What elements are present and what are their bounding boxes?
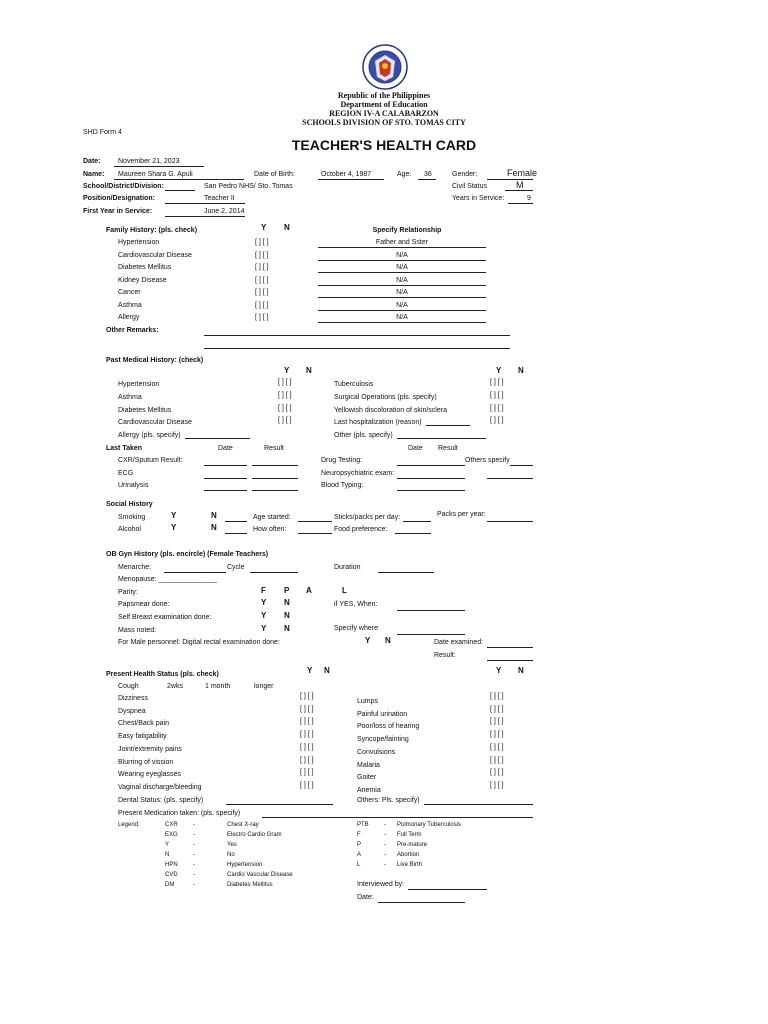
past-checkbox-pair[interactable]: [ ] [ ] — [490, 391, 504, 399]
present-n-header-right: N — [518, 666, 524, 675]
others-specify-present-label: Others: Pls. specify) — [357, 797, 420, 804]
legend-dash: - — [193, 832, 195, 838]
parity-p: P — [284, 586, 290, 595]
present-health-item: Anemia — [357, 786, 381, 794]
first-year-value[interactable]: June 2, 2014 — [204, 208, 245, 215]
legend-value: Abortion — [397, 852, 420, 858]
present-y-header-right: Y — [496, 666, 502, 675]
last-taken-date-header-2: Date — [408, 445, 423, 452]
legend-value: Hypertension — [227, 862, 263, 868]
legend-dash: - — [384, 832, 386, 838]
present-health-item: Syncope/fainting — [357, 736, 409, 744]
present-checkbox-pair[interactable]: [ ] [ ] — [300, 718, 314, 726]
smoking-y[interactable]: Y — [171, 511, 177, 520]
past-history-item: Allergy (pls. specify) — [118, 432, 181, 440]
obgyn-heading: OB Gyn History (pls. encircle) (Female Teachers) — [106, 551, 269, 558]
last-taken-item: Drug Testing: — [321, 457, 363, 464]
last-taken-date-header: Date — [218, 445, 233, 452]
present-health-item: Vaginal discharge/bleeding — [118, 783, 202, 791]
position-label: Position/Designation: — [83, 195, 155, 202]
last-taken-result-header: Result — [264, 445, 284, 452]
legend-value: Pulmonary Tuberculosis — [397, 822, 462, 828]
header-region: REGION IV-A CALABARZON — [329, 109, 439, 118]
legend-key: A — [357, 852, 362, 858]
present-checkbox-pair[interactable]: [ ] [ ] — [300, 756, 314, 764]
legend-value: Diabetes Mellitus — [227, 882, 273, 888]
packs-year-label: Packs per year: — [437, 511, 486, 518]
interviewed-by-label: Interviewed by: — [357, 881, 405, 888]
civil-status-label: Civil Status — [452, 183, 488, 190]
family-checkbox-pair[interactable]: [ ] [ ] — [255, 251, 269, 259]
legend-key: Y — [165, 842, 170, 848]
legend-value: Yes — [227, 842, 237, 848]
past-n-header-right: N — [518, 366, 524, 375]
present-health-item: Dyspnea — [118, 707, 146, 715]
present-health-item: Painful urination — [357, 710, 408, 718]
date-label: Date: — [83, 158, 101, 165]
form-number: SHD Form 4 — [83, 129, 122, 136]
legend-dash: - — [384, 852, 386, 858]
duration-label: Duration — [334, 564, 361, 571]
remarks-line-2[interactable] — [204, 348, 510, 349]
present-checkbox-pair[interactable]: [ ] [ ] — [300, 731, 314, 739]
breast-exam-y[interactable]: Y — [261, 611, 267, 620]
present-checkbox-pair[interactable]: [ ] [ ] — [490, 718, 504, 726]
last-taken-item: Blood Typing: — [321, 482, 364, 489]
header-department: Department of Education — [340, 100, 428, 109]
present-health-item: Wearing eyeglasses — [118, 771, 181, 779]
past-checkbox-pair[interactable]: [ ] [ ] — [490, 417, 504, 425]
legend-dash: - — [193, 842, 195, 848]
menarche-label: Menarche: — [118, 564, 152, 571]
present-checkbox-pair[interactable]: [ ] [ ] — [490, 731, 504, 739]
family-y-header: Y — [261, 223, 267, 232]
alcohol-label: Alcohol — [118, 526, 141, 533]
date-value[interactable]: November 21, 2023 — [118, 158, 180, 165]
papsmear-label: Papsmear done: — [118, 601, 170, 608]
family-relationship-value[interactable]: N/A — [396, 276, 408, 284]
family-checkbox-pair[interactable]: [ ] [ ] — [255, 264, 269, 271]
past-checkbox-pair[interactable]: [ ] [ ] — [278, 417, 292, 425]
family-checkbox-pair[interactable]: [ ] [ ] — [255, 276, 269, 284]
alcohol-y[interactable]: Y — [171, 523, 177, 532]
legend-dash: - — [193, 872, 195, 878]
header-republic: Republic of the Philippines — [337, 91, 431, 100]
past-y-header-right: Y — [496, 366, 502, 375]
family-relationship-value[interactable]: N/A — [396, 264, 408, 271]
present-health-item: Joint/extremity pains — [118, 745, 182, 753]
legend-value: Full Term — [397, 832, 422, 838]
mass-noted-label: Mass noted: — [118, 627, 157, 634]
family-relationship-value[interactable]: N/A — [396, 289, 408, 296]
present-checkbox-pair[interactable]: [ ] [ ] — [490, 756, 504, 764]
date-examined-label: Date examined: — [434, 639, 484, 646]
present-health-item: Chest/Back pain — [118, 720, 169, 728]
school-value[interactable]: San Pedro NHS/ Sto. Tomas — [204, 183, 293, 190]
legend-value: Live Birth — [397, 862, 423, 868]
last-taken-label: Last Taken — [106, 445, 143, 452]
legend-dash: - — [193, 822, 195, 828]
present-checkbox-pair[interactable]: [ ] [ ] — [490, 743, 504, 751]
present-checkbox-pair[interactable]: [ ] [ ] — [300, 705, 314, 713]
legend-value: Electro Cardio Gram — [227, 832, 282, 838]
page-title: TEACHER'S HEALTH CARD — [291, 137, 477, 153]
past-y-header-left: Y — [284, 366, 290, 375]
years-value[interactable]: 9 — [527, 195, 531, 202]
past-history-item: Asthma — [118, 393, 142, 401]
family-checkbox-pair[interactable]: [ ] [ ] — [255, 289, 269, 296]
family-history-item: Cardiovascular Disease — [118, 251, 192, 259]
parity-f: F — [261, 586, 266, 595]
legend-key: L — [357, 862, 361, 868]
male-exam-label: For Male personnel: Digital rectal examination done: — [118, 639, 280, 646]
past-history-item: Cardiovascular Disease — [118, 419, 192, 427]
menopause-label: Menopause: _______________ — [118, 576, 217, 583]
present-y-header-left: Y — [307, 666, 313, 675]
present-checkbox-pair[interactable]: [ ] [ ] — [300, 781, 314, 789]
family-history-item: Allergy — [118, 314, 140, 321]
breast-exam-label: Self Breast examination done: — [118, 614, 212, 621]
others-specify-label: Others specify — [465, 457, 510, 464]
deped-seal-logo — [355, 44, 415, 90]
family-checkbox-pair[interactable]: [ ] [ ] — [255, 239, 269, 246]
present-health-item: Easy fatigability — [118, 733, 167, 741]
papsmear-n[interactable]: N — [284, 598, 290, 607]
remarks-line-1[interactable] — [204, 335, 510, 336]
present-health-item: Malaria — [357, 761, 380, 769]
dob-value[interactable]: October 4, 1987 — [321, 171, 372, 178]
cough-longer[interactable]: longer — [254, 683, 274, 690]
past-n-header-left: N — [306, 366, 312, 375]
legend-label: Legend: — [118, 822, 140, 828]
position-value[interactable]: Teacher II — [204, 195, 235, 202]
past-history-item: Other (pls. specify) — [334, 432, 393, 440]
age-label: Age: — [397, 171, 412, 178]
legend-value: Cardio Vascular Disease — [227, 872, 293, 878]
food-pref-label: Food preference: — [334, 526, 388, 533]
mass-noted-n[interactable]: N — [284, 624, 290, 633]
present-checkbox-pair[interactable]: [ ] [ ] — [490, 705, 504, 713]
legend-key: N — [165, 852, 170, 858]
present-health-item: Lumps — [357, 698, 379, 705]
gender-label: Gender: — [452, 171, 478, 178]
parity-l: L — [342, 586, 347, 595]
legend-key: HPN — [165, 862, 178, 868]
family-history-item: Kidney Disease — [118, 276, 167, 284]
family-relationship-value[interactable]: N/A — [396, 314, 408, 321]
cough-1month[interactable]: 1 month — [205, 683, 231, 690]
mass-noted-y[interactable]: Y — [261, 624, 267, 633]
family-history-heading: Family History: (pls. check) — [106, 227, 198, 234]
parity-a: A — [306, 586, 312, 595]
present-checkbox-pair[interactable]: [ ] [ ] — [490, 769, 504, 777]
last-taken-result-header-2: Result — [438, 445, 458, 452]
present-health-item: Dizziness — [118, 695, 148, 702]
smoking-label: Smoking — [118, 514, 146, 521]
past-history-item: Diabetes Mellitus — [118, 406, 172, 414]
dob-label: Date of Birth: — [254, 171, 295, 178]
last-taken-item: CXR/Sputum Result: — [118, 457, 183, 464]
parity-label: Parity: — [118, 589, 138, 596]
last-taken-item: Neuropsychiatric exam: — [321, 469, 395, 477]
age-started-label: Age started: — [253, 514, 291, 521]
past-checkbox-pair[interactable]: [ ] [ ] — [278, 379, 292, 386]
past-checkbox-pair[interactable]: [ ] [ ] — [278, 391, 292, 399]
legend-key: F — [357, 832, 361, 838]
present-health-item: Poor/loss of hearing — [357, 723, 420, 731]
family-history-item: Diabetes Mellitus — [118, 264, 172, 271]
family-checkbox-pair[interactable]: [ ] [ ] — [255, 301, 269, 309]
past-history-item: Yellowish discoloration of skin/sclera — [334, 406, 447, 414]
past-checkbox-pair[interactable]: [ ] [ ] — [490, 404, 504, 412]
result-label: Result: — [434, 652, 456, 659]
family-history-item: Asthma — [118, 301, 142, 309]
past-history-heading: Past Medical History: (check) — [106, 357, 204, 364]
family-relationship-value[interactable]: N/A — [396, 301, 408, 309]
family-history-item: Cancer — [118, 289, 141, 296]
years-label: Years in Service: — [452, 195, 505, 202]
present-checkbox-pair[interactable]: [ ] [ ] — [490, 781, 504, 789]
present-health-item: Convulsions — [357, 748, 396, 756]
past-history-item: Hypertension — [118, 381, 160, 388]
relationship-heading: Specify Relationship — [372, 227, 442, 234]
footer-date-label: Date: — [357, 894, 374, 901]
present-n-header-left: N — [324, 666, 330, 675]
family-history-item: Hypertension — [118, 239, 160, 246]
header-division: SCHOOLS DIVISION OF STO. TOMAS CITY — [302, 118, 466, 127]
legend-key: DM — [165, 882, 175, 888]
past-history-item: Tuberculosis — [334, 381, 374, 388]
legend-key: CVD — [165, 872, 178, 878]
present-checkbox-pair[interactable]: [ ] [ ] — [490, 693, 504, 700]
present-checkbox-pair[interactable]: [ ] [ ] — [300, 769, 314, 777]
other-remarks-label: Other Remarks: — [106, 327, 159, 334]
age-value[interactable]: 36 — [424, 171, 432, 178]
legend-dash: - — [193, 882, 195, 888]
alcohol-n[interactable]: N — [211, 523, 217, 532]
present-health-item: Goiter — [357, 774, 377, 782]
last-taken-item: ECG — [118, 469, 134, 477]
specify-where-label: Specify where — [334, 625, 378, 632]
legend-key: CXR — [165, 822, 178, 828]
how-often-label: How often: — [253, 526, 287, 533]
legend-dash: - — [384, 822, 386, 828]
past-checkbox-pair[interactable]: [ ] [ ] — [278, 404, 292, 412]
legend-value: Chest X-ray — [227, 822, 259, 828]
past-history-item: Last hospitalization (reason) — [334, 419, 422, 427]
family-checkbox-pair[interactable]: [ ] [ ] — [255, 314, 269, 321]
breast-exam-n[interactable]: N — [284, 611, 290, 620]
legend-dash: - — [384, 862, 386, 868]
last-taken-item: Urinalysis — [118, 482, 149, 489]
family-relationship-value[interactable]: Father and Sster — [375, 239, 429, 246]
dental-status-label: Dental Status: (pls. specify) — [118, 797, 204, 804]
legend-key: PTB — [357, 822, 369, 828]
present-checkbox-pair[interactable]: [ ] [ ] — [300, 743, 314, 751]
if-yes-label: if YES, When: — [334, 601, 378, 608]
present-health-item: Blurring of vission — [118, 758, 174, 766]
medication-label: Present Medication taken: (pls. specify) — [118, 810, 241, 817]
legend-dash: - — [193, 852, 195, 858]
legend-key: EXG — [165, 832, 178, 838]
name-value[interactable]: Maureen Shara G. Apuli — [118, 171, 193, 178]
family-relationship-value[interactable]: N/A — [396, 251, 408, 259]
legend-value: Pre-mature — [397, 842, 428, 848]
legend-value: No — [227, 852, 235, 858]
name-label: Name: — [83, 171, 105, 178]
cough-label: Cough — [118, 683, 139, 690]
present-checkbox-pair[interactable]: [ ] [ ] — [300, 693, 314, 700]
legend-dash: - — [384, 842, 386, 848]
legend-dash: - — [193, 862, 195, 868]
legend-key: P — [357, 842, 362, 848]
social-history-heading: Social History — [106, 501, 153, 508]
smoking-n[interactable]: N — [211, 511, 217, 520]
cycle-label: Cycle — [227, 564, 245, 571]
male-exam-n[interactable]: N — [385, 636, 391, 645]
family-n-header: N — [284, 223, 290, 232]
past-history-item: Surgical Operations (pls. specify) — [334, 393, 437, 401]
past-checkbox-pair[interactable]: [ ] [ ] — [490, 379, 504, 386]
school-label: School/District/Division: — [83, 183, 164, 190]
gender-value[interactable]: Female — [507, 168, 538, 178]
civil-status-value[interactable]: M — [516, 180, 524, 190]
cough-2wks[interactable]: 2wks — [167, 683, 183, 690]
papsmear-y[interactable]: Y — [261, 598, 267, 607]
male-exam-y[interactable]: Y — [365, 636, 371, 645]
sticks-label: Sticks/packs per day: — [334, 514, 401, 521]
first-year-label: First Year in Service: — [83, 208, 153, 215]
present-health-heading: Present Health Status (pls. check) — [106, 671, 219, 678]
